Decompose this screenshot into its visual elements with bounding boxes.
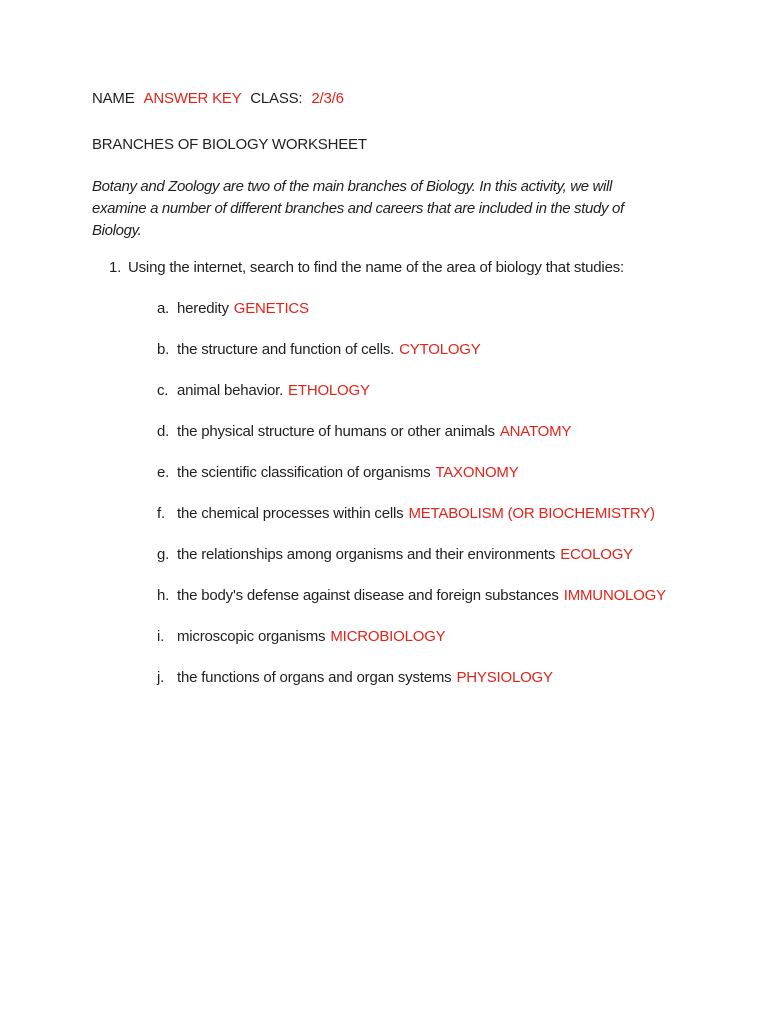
item-prompt: the functions of organs and organ systems — [177, 669, 452, 686]
item-prompt: heredity — [177, 300, 229, 317]
question-text: Using the internet, search to find the name of the area of biology that studies: — [128, 259, 624, 276]
item-answer: ETHOLOGY — [288, 382, 370, 399]
item-answer: CYTOLOGY — [399, 341, 481, 358]
answer-list — [92, 301, 728, 686]
item-answer: MICROBIOLOGY — [330, 628, 446, 645]
list-item — [157, 424, 728, 440]
name-label: NAME — [92, 90, 135, 107]
intro-line: Botany and Zoology are two of the main branches of Biology. In this activity, we will — [92, 178, 612, 195]
item-letter: j. — [157, 669, 165, 686]
item-answer: ECOLOGY — [560, 546, 633, 563]
intro-line: examine a number of different branches and careers that are included in the study of — [92, 200, 624, 217]
item-prompt: the body's defense against disease and foreign substances — [177, 587, 559, 604]
intro-line: Biology. — [92, 222, 142, 239]
list-item — [157, 506, 728, 522]
item-prompt: the chemical processes within cells — [177, 505, 404, 522]
item-answer: METABOLISM (OR BIOCHEMISTRY) — [408, 505, 655, 522]
name-class-line — [92, 90, 728, 107]
item-prompt: the physical structure of humans or other animals — [177, 423, 495, 440]
item-letter: i. — [157, 628, 165, 645]
list-item — [157, 465, 728, 481]
item-letter: a. — [157, 300, 170, 317]
class-value: 2/3/6 — [311, 90, 344, 107]
list-item — [157, 383, 728, 399]
answer-key-value: ANSWER KEY — [143, 90, 242, 107]
class-label: CLASS: — [250, 90, 303, 107]
question-number: 1. — [109, 259, 122, 276]
item-letter: g. — [157, 546, 170, 563]
question-1 — [109, 259, 728, 276]
intro-paragraph — [92, 176, 728, 242]
worksheet-title: BRANCHES OF BIOLOGY WORKSHEET — [92, 136, 367, 153]
item-answer: IMMUNOLOGY — [563, 587, 666, 604]
item-letter: b. — [157, 341, 170, 358]
item-prompt: microscopic organisms — [177, 628, 326, 645]
item-answer: GENETICS — [233, 300, 309, 317]
item-letter: c. — [157, 382, 169, 399]
list-item — [157, 547, 728, 563]
list-item — [157, 670, 728, 686]
item-prompt: the relationships among organisms and their environments — [177, 546, 556, 563]
list-item — [157, 342, 728, 358]
item-letter: e. — [157, 464, 170, 481]
item-answer: PHYSIOLOGY — [456, 669, 553, 686]
item-letter: d. — [157, 423, 170, 440]
list-item — [157, 588, 728, 604]
list-item — [157, 301, 728, 317]
item-prompt: the scientific classification of organisms — [177, 464, 431, 481]
item-answer: TAXONOMY — [435, 464, 519, 481]
list-item — [157, 629, 728, 645]
item-prompt: animal behavior. — [177, 382, 284, 399]
item-answer: ANATOMY — [499, 423, 572, 440]
item-letter: h. — [157, 587, 170, 604]
item-letter: f. — [157, 505, 165, 522]
item-prompt: the structure and function of cells. — [177, 341, 395, 358]
